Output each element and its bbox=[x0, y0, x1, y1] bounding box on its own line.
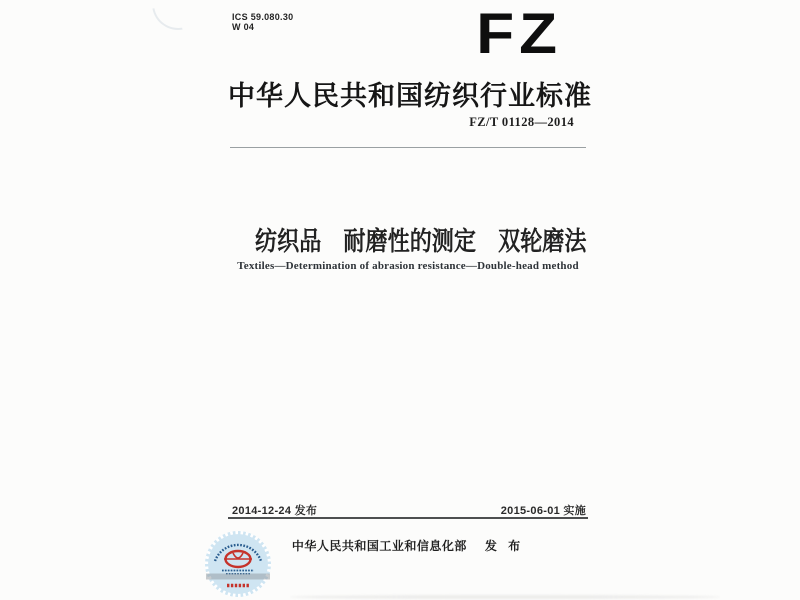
document-title-chinese: 纺织品 耐磨性的测定 双轮磨法 bbox=[255, 226, 587, 256]
certification-stamp-icon bbox=[204, 529, 272, 600]
scan-shadow bbox=[290, 595, 720, 599]
doc-class-code: W 04 bbox=[232, 22, 255, 32]
document-title-english: Textiles—Determination of abrasion resistance—Double-head method bbox=[237, 260, 579, 272]
content-column bbox=[228, 0, 592, 600]
page-curl-artifact bbox=[142, 0, 214, 40]
standard-heading: 中华人民共和国纺织行业标准 bbox=[228, 81, 592, 111]
implementation-date: 2015-06-01 实施 bbox=[500, 505, 586, 517]
standard-number: FZ/T 01128—2014 bbox=[469, 115, 574, 129]
publisher-row bbox=[228, 537, 588, 554]
certification-stamp bbox=[204, 529, 272, 600]
ics-classification bbox=[232, 12, 293, 32]
issue-date: 2014-12-24 发布 bbox=[232, 505, 318, 517]
publisher-name: 中华人民共和国工业和信息化部 bbox=[291, 539, 467, 553]
header-divider-line bbox=[230, 147, 586, 148]
dates-row bbox=[232, 502, 586, 518]
release-label: 发 布 bbox=[484, 539, 525, 553]
ics-code: ICS 59.080.30 bbox=[232, 12, 294, 22]
footer-divider-line bbox=[228, 517, 588, 519]
fz-logo: FZ bbox=[476, 2, 562, 66]
